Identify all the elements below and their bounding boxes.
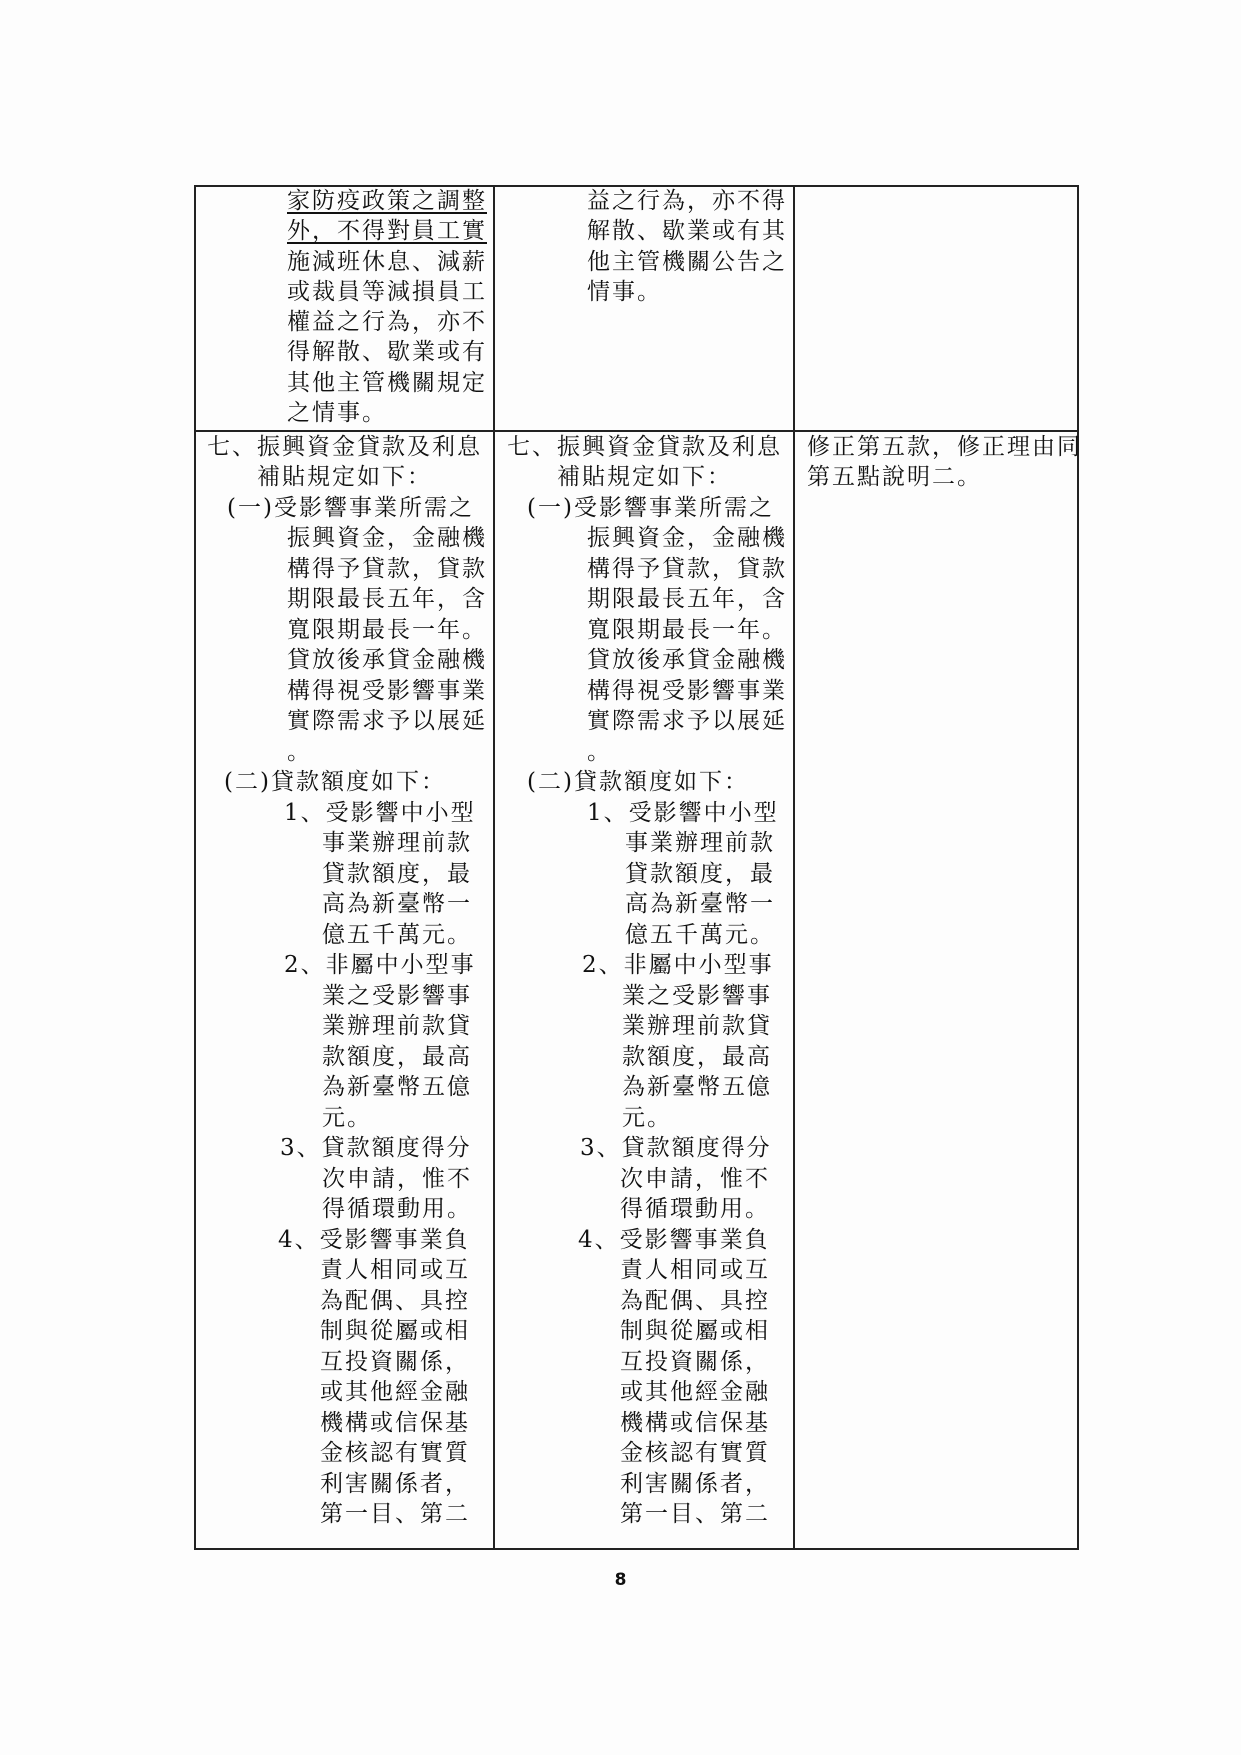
col1-line-4: 振興資金，金融機: [287, 525, 487, 551]
col1-line-14: 事業辦理前款: [322, 830, 472, 856]
col1-line-13: 1、受影響中小型: [284, 800, 476, 826]
col3-note-line-1: 修正第五款，修正理由同: [807, 434, 1082, 460]
col2-line-36: 第一目、第二: [620, 1501, 770, 1527]
col1-line-30: 制與從屬或相: [320, 1318, 470, 1344]
col2-line-32: 或其他經金融: [620, 1379, 770, 1405]
col2-line-13: 1、受影響中小型: [587, 800, 779, 826]
col2-line-17: 億五千萬元。: [625, 922, 775, 948]
col1-line-31: 互投資關係，: [320, 1349, 470, 1375]
col1-top-line-4: 或裁員等減損員工: [287, 279, 487, 305]
col1-line-32: 或其他經金融: [320, 1379, 470, 1405]
col2-line-30: 制與從屬或相: [620, 1318, 770, 1344]
col2-line-24: 3、貸款額度得分: [580, 1135, 772, 1161]
col1-top-line-7: 其他主管機關規定: [287, 370, 487, 396]
col2-line-18: 2、非屬中小型事: [582, 952, 774, 978]
col2-line-8: 貸放後承貸金融機: [587, 647, 787, 673]
col1-line-23: 元。: [322, 1105, 372, 1131]
col2-line-14: 事業辦理前款: [625, 830, 775, 856]
col1-top-line-3: 施減班休息、減薪: [287, 249, 487, 275]
col1-line-6: 期限最長五年，含: [287, 586, 487, 612]
col1-line-28: 責人相同或互: [320, 1257, 470, 1283]
col2-line-7: 寬限期最長一年。: [587, 617, 787, 643]
col1-line-22: 為新臺幣五億: [322, 1074, 472, 1100]
col1-line-17: 億五千萬元。: [322, 922, 472, 948]
col1-top-line-2: 外，不得對員工實: [287, 218, 487, 244]
col1-top-line-1: 家防疫政策之調整: [287, 188, 487, 214]
col1-line-15: 貸款額度，最: [322, 861, 472, 887]
col1-line-16: 高為新臺幣一: [322, 891, 472, 917]
col2-line-20: 業辦理前款貸: [622, 1013, 772, 1039]
col2-line-5: 構得予貸款，貸款: [587, 556, 787, 582]
col1-line-11: 。: [287, 739, 312, 765]
col2-line-16: 高為新臺幣一: [625, 891, 775, 917]
col2-line-26: 得循環動用。: [620, 1196, 770, 1222]
col2-line-2: 補貼規定如下：: [557, 464, 732, 490]
col1-line-18: 2、非屬中小型事: [284, 952, 476, 978]
col2-line-33: 機構或信保基: [620, 1410, 770, 1436]
col2-top-line-2: 解散、歇業或有其: [587, 218, 787, 244]
col2-line-4: 振興資金，金融機: [587, 525, 787, 551]
col2-top-line-4: 情事。: [587, 279, 662, 305]
col1-line-20: 業辦理前款貸: [322, 1013, 472, 1039]
col2-line-22: 為新臺幣五億: [622, 1074, 772, 1100]
col2-line-34: 金核認有實質: [620, 1440, 770, 1466]
col1-line-34: 金核認有實質: [320, 1440, 470, 1466]
col1-line-10: 實際需求予以展延: [287, 708, 487, 734]
col1-line-19: 業之受影響事: [322, 983, 472, 1009]
col2-line-27: 4、受影響事業負: [578, 1227, 770, 1253]
col1-line-36: 第一目、第二: [320, 1501, 470, 1527]
col2-line-10: 實際需求予以展延: [587, 708, 787, 734]
col1-line-33: 機構或信保基: [320, 1410, 470, 1436]
col2-line-35: 利害關係者，: [620, 1471, 770, 1497]
col1-line-29: 為配偶、具控: [320, 1288, 470, 1314]
col2-line-11: 。: [587, 739, 612, 765]
col2-line-28: 責人相同或互: [620, 1257, 770, 1283]
col1-line-21: 款額度，最高: [322, 1044, 472, 1070]
col2-line-23: 元。: [622, 1105, 672, 1131]
col1-line-9: 構得視受影響事業: [287, 678, 487, 704]
col1-top-line-8: 之情事。: [287, 400, 387, 426]
col1-line-26: 得循環動用。: [322, 1196, 472, 1222]
col2-line-3: (一)受影響事業所需之: [527, 495, 774, 521]
col2-top-line-1: 益之行為，亦不得: [587, 188, 787, 214]
col2-line-12: (二)貸款額度如下：: [527, 769, 749, 795]
col1-line-5: 構得予貸款，貸款: [287, 556, 487, 582]
col2-line-25: 次申請，惟不: [620, 1166, 770, 1192]
col1-line-27: 4、受影響事業負: [278, 1227, 470, 1253]
col2-line-9: 構得視受影響事業: [587, 678, 787, 704]
col1-line-8: 貸放後承貸金融機: [287, 647, 487, 673]
col1-line-12: (二)貸款額度如下：: [224, 769, 446, 795]
page-number: 8: [614, 1570, 627, 1590]
col3-note-line-2: 第五點說明二。: [807, 464, 982, 490]
col2-top-line-3: 他主管機關公告之: [587, 249, 787, 275]
col2-line-29: 為配偶、具控: [620, 1288, 770, 1314]
col1-line-24: 3、貸款額度得分: [280, 1135, 472, 1161]
col1-line-7: 寬限期最長一年。: [287, 617, 487, 643]
col1-line-1: 七、振興資金貸款及利息: [207, 434, 482, 460]
col2-line-21: 款額度，最高: [622, 1044, 772, 1070]
col1-line-3: (一)受影響事業所需之: [227, 495, 474, 521]
col1-line-25: 次申請，惟不: [322, 1166, 472, 1192]
col1-top-line-5: 權益之行為，亦不: [287, 309, 487, 335]
col2-line-15: 貸款額度，最: [625, 861, 775, 887]
col1-line-35: 利害關係者，: [320, 1471, 470, 1497]
column-divider-2: [793, 187, 795, 1548]
col2-line-19: 業之受影響事: [622, 983, 772, 1009]
col2-line-6: 期限最長五年，含: [587, 586, 787, 612]
col2-line-31: 互投資關係，: [620, 1349, 770, 1375]
col2-line-1: 七、振興資金貸款及利息: [507, 434, 782, 460]
col1-top-line-6: 得解散、歇業或有: [287, 339, 487, 365]
column-divider-1: [493, 187, 495, 1548]
col1-line-2: 補貼規定如下：: [257, 464, 432, 490]
